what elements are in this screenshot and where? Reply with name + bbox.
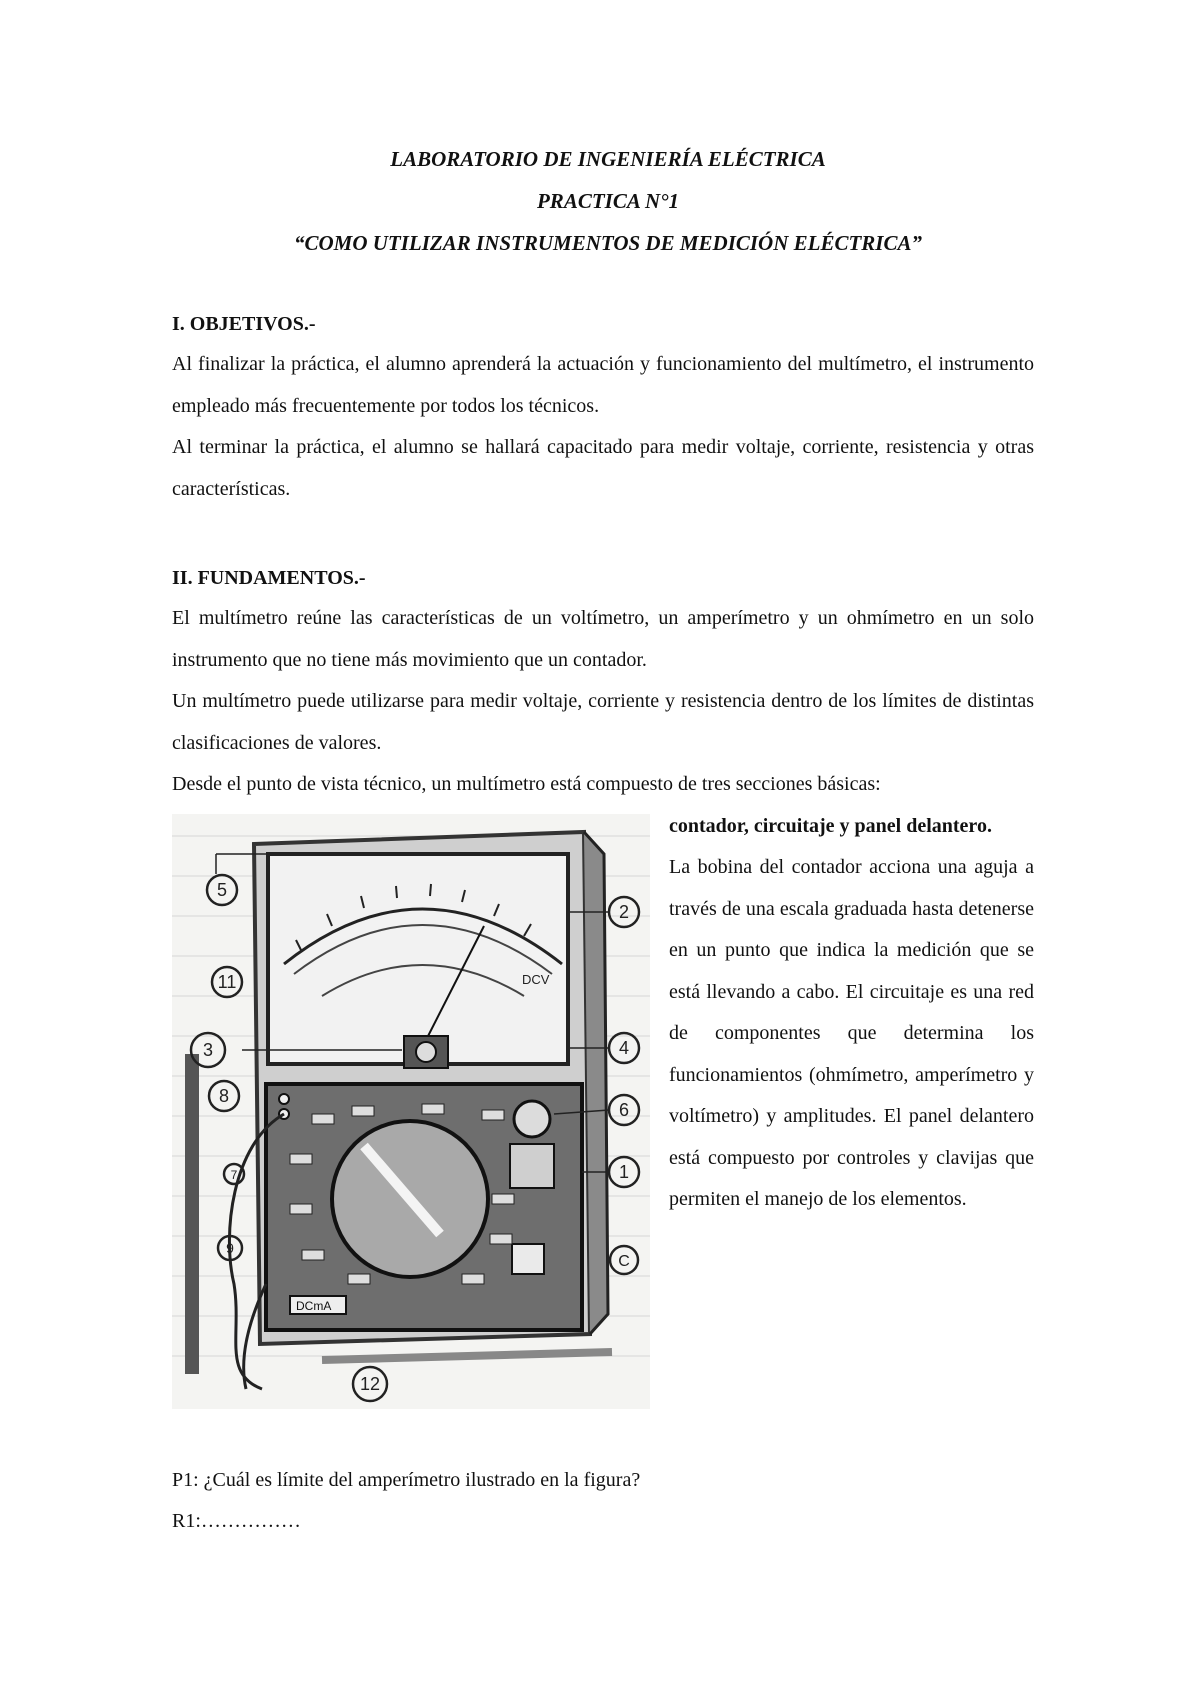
- objetivos-paragraph-1: Al finalizar la práctica, el alumno aprenderá la actuación y funcionamiento del multímetro, el instrumento empleado más frecuentemente por todos los técnicos.: [172, 353, 1034, 417]
- callout-8: 8: [218, 1085, 230, 1106]
- jack-plus: [279, 1094, 289, 1104]
- objetivos-paragraph-2: Al terminar la práctica, el alumno se hallará capacitado para medir voltaje, corriente, resistencia y otras características.: [172, 436, 1034, 500]
- callout-12: 12: [359, 1373, 381, 1394]
- figure-row: [172, 806, 1034, 1418]
- lab-title: LABORATORIO DE INGENIERÍA ELÉCTRICA: [390, 147, 826, 171]
- callout-3: 3: [202, 1039, 214, 1060]
- callout-c: C: [618, 1252, 630, 1270]
- bold-terms: contador, circuitaje y panel delantero.: [669, 814, 992, 837]
- fundamentos-paragraph-2: Un multímetro puede utilizarse para medir voltaje, corriente y resistencia dentro de los límites de distintas clasificaciones de valores.: [172, 690, 1034, 754]
- callout-4: 4: [618, 1037, 630, 1058]
- document-content: [172, 138, 1034, 1542]
- scale-label: DCV: [522, 971, 550, 987]
- callout-9: 9: [226, 1239, 234, 1256]
- front-panel: [266, 1084, 582, 1330]
- objetivos-heading: I. OBJETIVOS.-: [172, 313, 316, 335]
- question-p1: P1: ¿Cuál es límite del amperímetro ilustrado en la figura?: [172, 1468, 641, 1491]
- answer-r1: R1:……………: [172, 1509, 301, 1532]
- figure-side-text: [669, 806, 1034, 1221]
- scale-window: [268, 854, 568, 1068]
- fundamentos-paragraph-4: La bobina del contador acciona una aguja a través de una escala graduada hasta detenerse en un punto que indica la medición que se está llevando a cabo. El circuitaje es una red de componentes que determina los funcionamientos (ohmímetro, amperímetro y voltímetro) y amplitudes. El panel delantero está compuesto por controles y clavijas que permiten el manejo de los elementos.: [669, 856, 1034, 1210]
- callout-5: 5: [216, 879, 228, 900]
- practice-title: “COMO UTILIZAR INSTRUMENTOS DE MEDICIÓN ELÉCTRICA”: [294, 231, 922, 255]
- dial-label: DCmA: [296, 1298, 332, 1313]
- callout-2: 2: [618, 901, 630, 922]
- question-answer-block: [172, 1460, 1034, 1542]
- fundamentos-paragraph-1: El multímetro reúne las características de un voltímetro, un amperímetro y un ohmímetro en un solo instrumento que no tiene más movimiento que un contador.: [172, 607, 1034, 671]
- multimeter-figure: [172, 814, 650, 1409]
- callout-6: 6: [618, 1099, 630, 1120]
- practice-number: PRACTICA N°1: [536, 189, 680, 213]
- callout-1: 1: [618, 1161, 630, 1182]
- fundamentos-heading: II. FUNDAMENTOS.-: [172, 567, 366, 589]
- callout-11: 11: [217, 971, 237, 992]
- callout-7: 7: [230, 1167, 238, 1182]
- fundamentos-paragraph-3: Desde el punto de vista técnico, un multímetro está compuesto de tres secciones básicas:: [172, 773, 881, 795]
- ohm-adjust-knob: [514, 1101, 550, 1137]
- document-title-block: [182, 138, 1034, 264]
